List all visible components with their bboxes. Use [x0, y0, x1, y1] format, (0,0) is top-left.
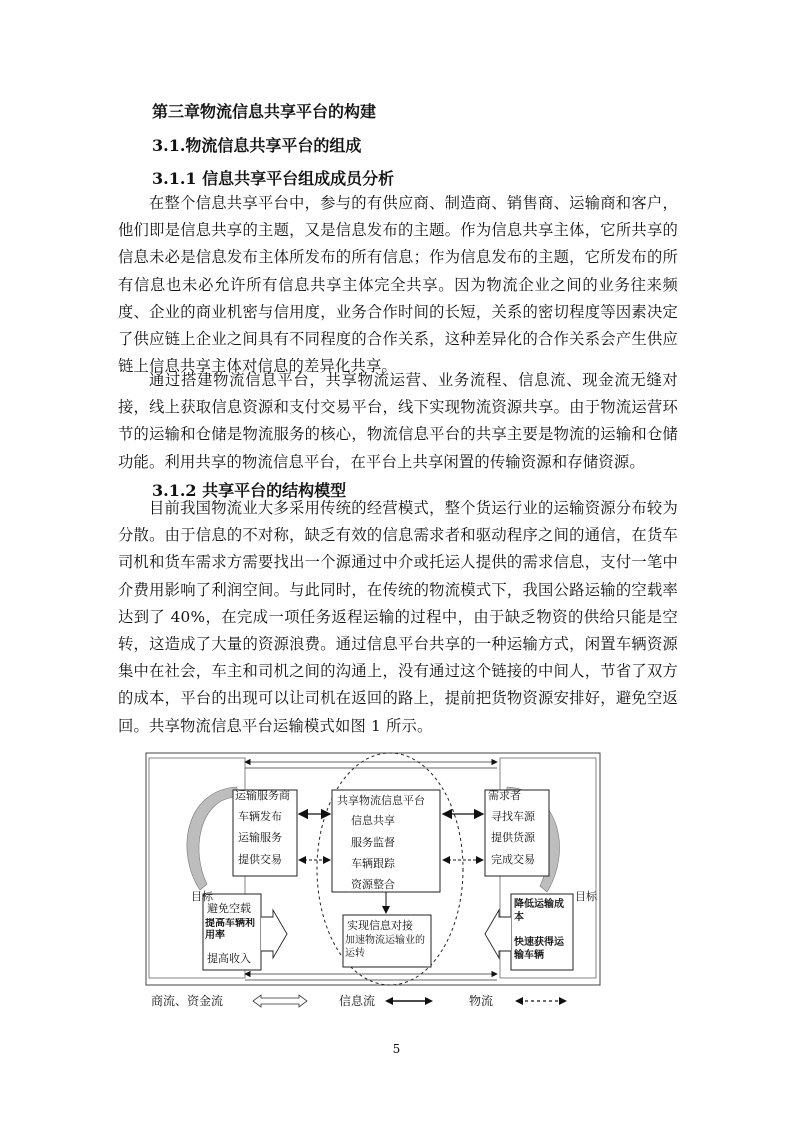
- provider-goal-2: 提高车辆利用率: [205, 918, 255, 941]
- provider-goal-3: 提高收入: [207, 952, 251, 965]
- demand-goal-2: 快速获得运输车辆: [514, 937, 564, 961]
- legend-money-flow-label: 商流、资金流: [151, 994, 224, 1008]
- platform-title: 共享物流信息平台: [337, 794, 425, 807]
- provider-goal-1: 避免空载: [207, 902, 251, 915]
- provider-item-3: 提供交易: [238, 853, 282, 866]
- page-number: 5: [392, 1042, 401, 1056]
- figure-legend: [145, 992, 605, 1016]
- platform-item-4: 资源整合: [351, 878, 395, 891]
- chapter-title: 第三章物流信息共享平台的构建: [152, 102, 377, 121]
- paragraph-3: 目前我国物流业大多采用传统的经营模式，整个货运行业的运输资源分布较为分散。由于信息的不对称，缺乏有效的信息需求者和驱动程序之间的通信，在货车司机和货车需求方需要找出一个源通过中介或托运人提供的需求信息，支付一笔中介费用影响了利润空间。与此同时，在传统的物流模式下，我国公路运输的空载率达到了 40%，在完成一项任务返程运输的过程中，由于缺乏物资的供给只能是空转，这造成了大量的资源浪费。通过信息平台共享的一种运输方式，闲置车辆资源集中在社会，车主和司机之间的沟通上，没有通过这个链接的中间人，节省了双方的成本，平台的出现可以让司机在返回的路上，提前把货物资源安排好，避免空返回。共享物流信息平台运输模式如图 1 所示。: [118, 499, 678, 735]
- subsection-title-1: 3.1.1 信息共享平台组成成员分析: [152, 169, 395, 188]
- demand-item-1: 寻找车源: [491, 810, 535, 823]
- paragraph-2: 通过搭建物流信息平台，共享物流运营、业务流程、信息流、现金流无缝对接，线上获取信息资源和支付交易平台，线下实现物流资源共享。由于物流运营环节的运输和仓储是物流服务的核心，物流信息平台的共享主要是物流的运输和仓储功能。利用共享的物流信息平台，在平台上共享闲置的传输资源和存储资源。: [118, 371, 678, 471]
- demand-item-2: 提供货源: [491, 831, 535, 844]
- paragraph-1: 在整个信息共享平台中，参与的有供应商、制造商、销售商、运输商和客户，他们即是信息共享的主题，又是信息发布的主题。作为信息共享主体，它所共享的信息未必是信息发布主体所发布的所有信息；作为信息发布的主题，它所发布的所有信息也未必允许所有信息共享主体完全共享。因为物流企业之间的业务往来频度、企业的商业机密与信用度，业务合作时间的长短，关系的密切程度等因素决定了供应链上企业之间具有不同程度的合作关系，这种差异化的合作关系会产生供应链上信息共享主体对信息的差异化共享。: [118, 194, 678, 376]
- provider-label: 运输服务商: [235, 789, 290, 802]
- demand-goal-label: 目标: [575, 890, 597, 903]
- demand-item-3: 完成交易: [491, 853, 535, 866]
- platform-item-1: 信息共享: [351, 814, 395, 827]
- legend-dashed-arrow-icon: [515, 994, 567, 1008]
- platform-result-1: 实现信息对接: [347, 919, 413, 932]
- demand-goal-1: 降低运输成本: [514, 899, 564, 923]
- demand-label: 需求者: [488, 789, 521, 802]
- provider-item-1: 车辆发布: [238, 810, 282, 823]
- platform-item-2: 服务监督: [351, 836, 395, 849]
- provider-goal-label: 目标: [191, 890, 213, 903]
- provider-item-2: 运输服务: [238, 831, 282, 844]
- subsection-title-2: 3.1.2 共享平台的结构模型: [152, 481, 347, 500]
- section-title: 3.1.物流信息共享平台的组成: [152, 136, 362, 155]
- platform-item-3: 车辆跟踪: [351, 857, 395, 870]
- legend-hollow-arrow-icon: [251, 994, 309, 1008]
- legend-solid-arrow-icon: [385, 994, 433, 1008]
- legend-info-flow-label: 信息流: [339, 994, 376, 1008]
- legend-logistics-label: 物流: [469, 994, 494, 1008]
- platform-structure-diagram: [145, 752, 601, 986]
- platform-result-2: 加速物流运输业的运转: [345, 935, 425, 959]
